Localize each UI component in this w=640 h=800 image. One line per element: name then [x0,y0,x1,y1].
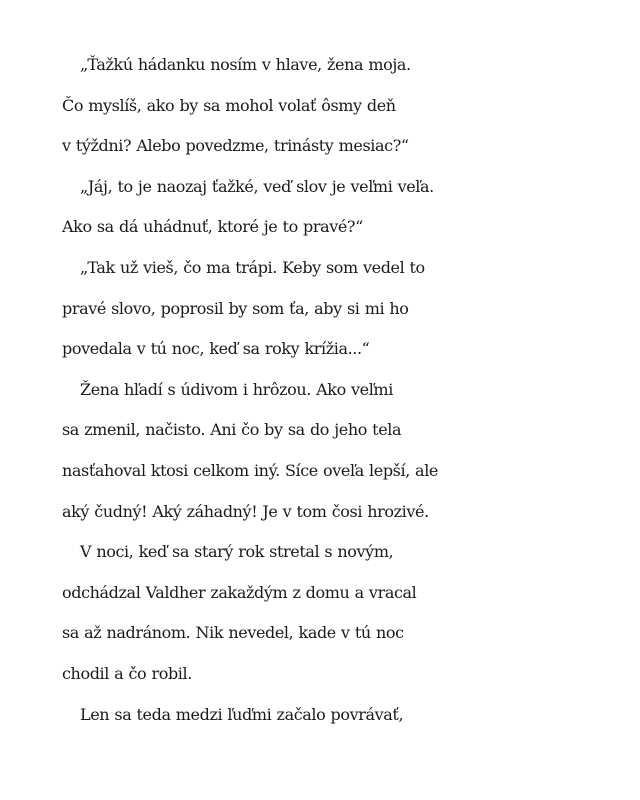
text-line: aký čudný! Aký záhadný! Je v tom čosi hrozivé. [62,501,429,521]
text-line: „Tak už vieš, čo ma trápi. Keby som vedel to [80,257,425,277]
text-line: sa zmenil, načisto. Ani čo by sa do jeho tela [62,420,402,440]
text-line: Len sa teda medzi ľuďmi začalo povrávať, [80,704,404,724]
text-line: odchádzal Valdher zakaždým z domu a vracal [62,582,417,602]
text-line: „Jáj, to je naozaj ťažké, veď slov je veľmi veľa. [80,176,434,196]
text-line: sa až nadránom. Nik nevedel, kade v tú noc [62,623,404,643]
text-line: v týždni? Alebo povedzme, trinásty mesiac?“ [62,136,409,156]
text-line: chodil a čo robil. [62,663,192,683]
text-line: Čo myslíš, ako by sa mohol volať ôsmy deň [62,95,396,115]
text-line: povedala v tú noc, keď sa roky krížia...“ [62,339,370,359]
text-line: „Ťažkú hádanku nosím v hlave, žena moja. [80,55,411,74]
text-line: Ako sa dá uhádnuť, ktoré je to pravé?“ [62,217,363,237]
text-line: nasťahoval ktosi celkom iný. Síce oveľa lepší, ale [62,460,438,480]
text-line: V noci, keď sa starý rok stretal s novým, [80,542,394,562]
text-line: Žena hľadí s údivom i hrôzou. Ako veľmi [80,379,393,399]
text-line: pravé slovo, poprosil by som ťa, aby si mi ho [62,298,409,318]
